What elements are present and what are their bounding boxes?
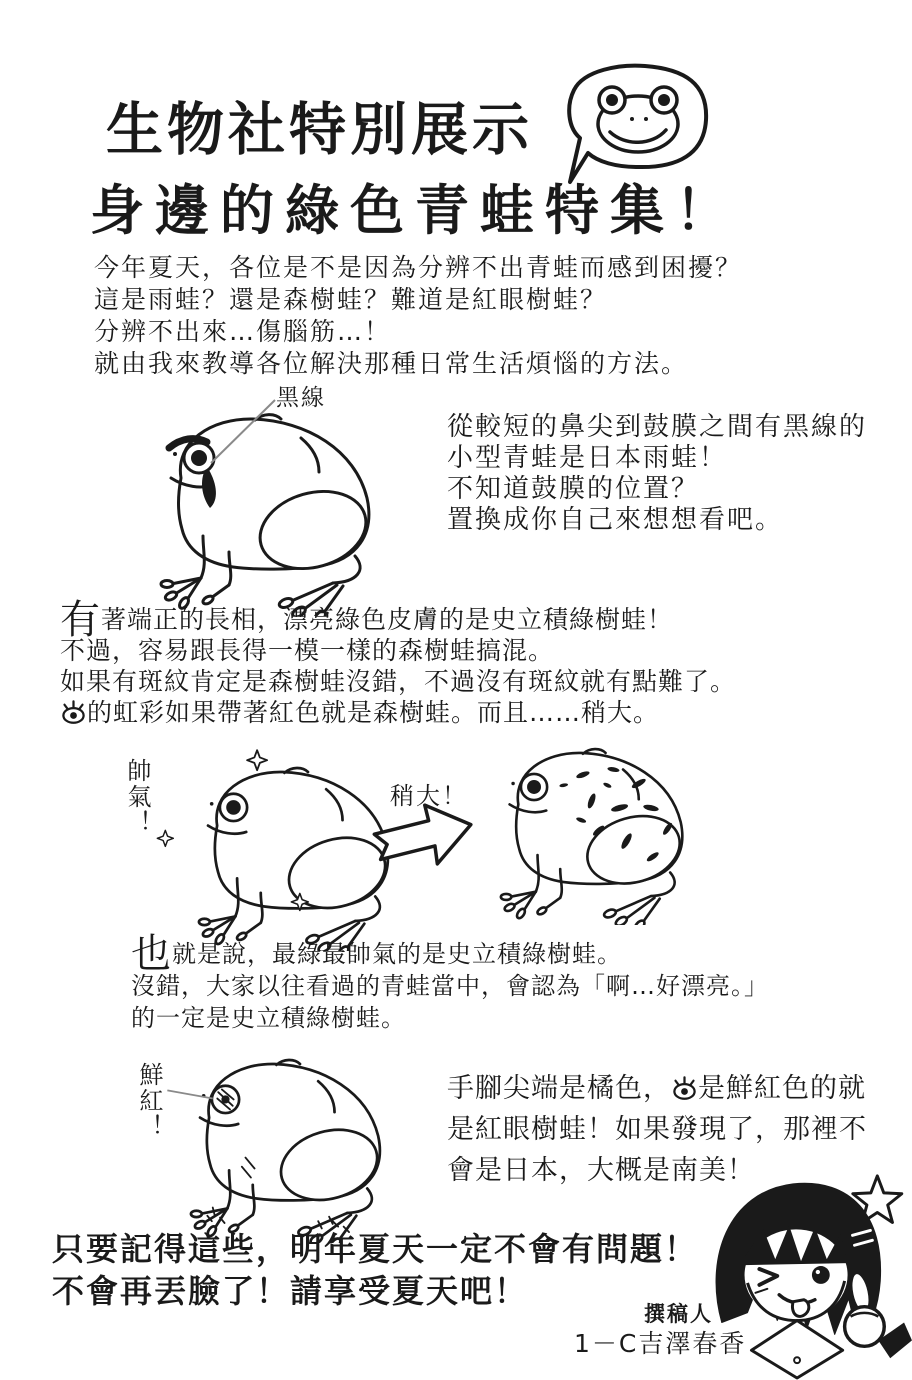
hyla-description (447, 412, 867, 536)
mascot-girl-illustration (694, 1164, 912, 1380)
intro-line: 今年夏天，各位是不是因為分辨不出青蛙而感到困擾？ (94, 253, 743, 282)
spotted-frog-illustration (452, 724, 740, 925)
open-eye (812, 1266, 830, 1284)
redeye-frog-illustration (140, 1034, 440, 1243)
conclusion-paragraph (131, 931, 769, 1034)
sparkle-icon (247, 750, 267, 770)
footer-message (52, 1228, 698, 1312)
schlegel-paragraph (60, 597, 737, 728)
tongue (792, 1300, 808, 1317)
sparkle-icon (157, 830, 173, 846)
redeye-line: 是鮮紅色的就 (698, 1073, 866, 1104)
page-subtitle: 身邊的綠色青蛙特集！ (90, 179, 740, 242)
red-label: 鮮紅！ (135, 1062, 163, 1140)
eye-icon (60, 698, 87, 725)
footer-line: 只要記得這些，明年夏天一定不會有問題！ (52, 1230, 699, 1268)
pointer-line (167, 1090, 212, 1098)
hyla-line: 從較短的鼻尖到鼓膜之間有黑線的 (447, 412, 868, 442)
intro-line: 就由我來教導各位解決那種日常生活煩惱的方法。 (94, 349, 689, 378)
footer-line: 不會再丟臉了！請享受夏天吧！ (52, 1272, 529, 1310)
redeye-line: 是紅眼樹蛙！如果發現了，那裡不 (447, 1114, 867, 1145)
sailor-collar (751, 1321, 842, 1378)
schlegel-line: 如果有斑紋肯定是森樹蛙沒錯，不過沒有斑紋就有點難了。 (60, 667, 737, 696)
hyla-line: 不知道鼓膜的位置？ (447, 474, 700, 504)
hyla-line: 置換成你自己來想想看吧。 (447, 505, 784, 535)
redeye-line: 會是日本，大概是南美！ (447, 1155, 755, 1186)
intro-paragraph (94, 252, 742, 380)
hyla-line: 小型青蛙是日本雨蛙！ (447, 443, 728, 473)
hyla-frog-illustration (105, 386, 435, 616)
schlegel-line: 著端正的長相，漂亮綠色皮膚的是史立積綠樹蛙！ (101, 605, 674, 634)
cool-label: 帥氣！ (123, 758, 151, 836)
conclusion-line: 沒錯，大家以往看過的青蛙當中，會認為「啊…好漂亮。」 (131, 972, 769, 1000)
drop-cap: 也 (131, 931, 172, 977)
black-line-label: 黑線 (276, 385, 326, 411)
intro-line: 分辨不出來…傷腦筋…！ (94, 317, 392, 346)
schlegel-line: 不過，容易跟長得一模一樣的森樹蛙搞混。 (60, 636, 555, 665)
intro-line: 這是雨蛙？還是森樹蛙？難道是紅眼樹蛙？ (94, 285, 608, 314)
page-title: 生物社特別展示 (106, 97, 533, 163)
conclusion-line: 的一定是史立積綠樹蛙。 (131, 1004, 406, 1032)
conclusion-line: 就是說，最綠最帥氣的是史立積綠樹蛙。 (172, 940, 622, 968)
eye-icon (671, 1074, 698, 1101)
bigger-label: 稍大！ (390, 782, 468, 810)
schlegel-line: 的虹彩如果帶著紅色就是森樹蛙。而且……稍大。 (87, 698, 660, 727)
redeye-line: 手腳尖端是橘色， (447, 1073, 671, 1104)
credit-role: 撰稿人 (644, 1302, 713, 1326)
credit-name: 1－C吉澤春香 (574, 1329, 747, 1358)
drop-cap: 有 (60, 597, 101, 643)
